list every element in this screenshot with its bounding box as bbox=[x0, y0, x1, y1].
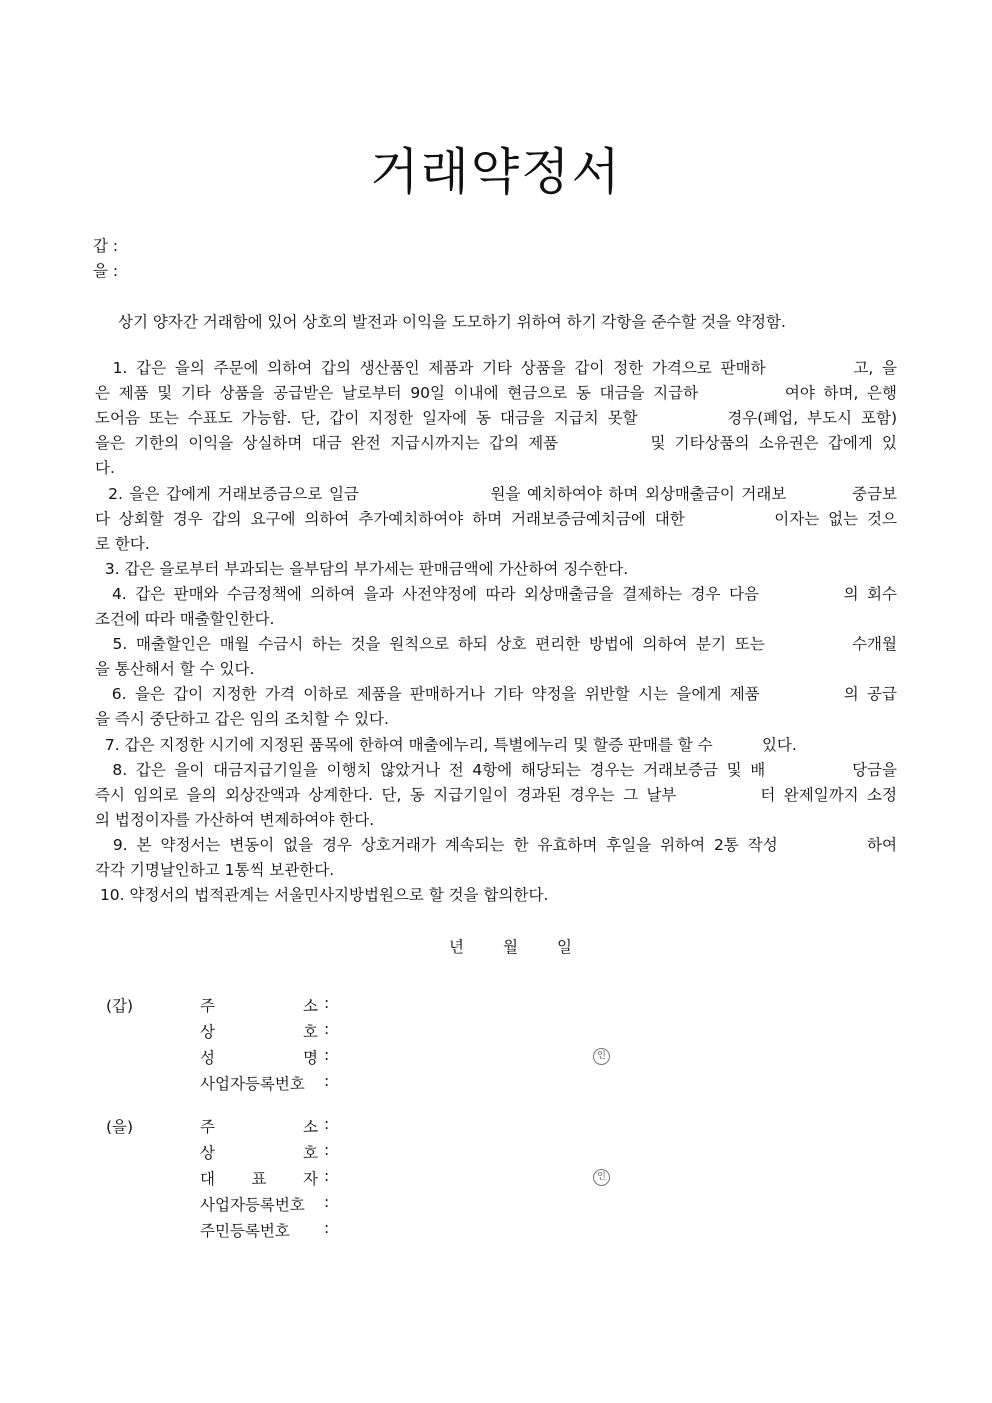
colon: : bbox=[324, 1167, 330, 1185]
clause-8-line: 의 법정이자를 가산하여 변제하여야 한다. bbox=[95, 810, 375, 829]
signature-field-label: 주 소 bbox=[200, 997, 318, 1015]
signature-field-label: 성 명 bbox=[200, 1049, 318, 1067]
intro-text: 상기 양자간 거래함에 있어 상호의 발전과 이익을 도모하기 위하여 하기 각항을 준수할 것을 약정함. bbox=[118, 313, 786, 331]
colon: : bbox=[324, 1141, 330, 1159]
clause-6-line: 6. 을은 갑이 지정한 가격 이하로 제품을 판매하거나 기타 약정을 위반할 시는 을에게 제품 의 공급 bbox=[95, 685, 898, 704]
signature-field-input[interactable] bbox=[340, 1115, 580, 1135]
signature-field-label: 대 표 자 bbox=[200, 1170, 318, 1188]
party-eul-label: 을 : bbox=[93, 262, 119, 280]
colon: : bbox=[324, 1020, 330, 1038]
clause-6-line: 을 즉시 중단하고 갑은 임의 조치할 수 있다. bbox=[95, 710, 389, 729]
clause-2-line: 로 한다. bbox=[95, 534, 150, 553]
clause-2-line: 2. 을은 갑에게 거래보증금으로 일금 원을 예치하여야 하며 외상매출금이 거래보 중금보 bbox=[95, 484, 898, 503]
signature-field-input[interactable] bbox=[340, 1072, 580, 1092]
clause-1-line: 은 제품 및 기타 상품을 공급받은 날로부터 90일 이내에 현금으로 동 대금을 지급하 여야 하며, 은행 bbox=[95, 384, 897, 403]
seal-mark-icon: 인 bbox=[593, 1048, 610, 1065]
colon: : bbox=[324, 994, 330, 1012]
clause-4-line: 조건에 따라 매출할인한다. bbox=[95, 610, 275, 628]
signature-field-input[interactable] bbox=[340, 1046, 580, 1066]
clause-3-line: 3. 갑은 을로부터 부과되는 을부담의 부가세는 판매금액에 가산하여 징수한다. bbox=[95, 559, 629, 578]
signature-field-input[interactable] bbox=[340, 1020, 580, 1040]
signature-field-input[interactable] bbox=[340, 1193, 580, 1213]
colon: : bbox=[324, 1219, 330, 1237]
clause-9-line: 9. 본 약정서는 변동이 없을 경우 상호거래가 계속되는 한 유효하며 후일을 위하여 2통 작성 하여 bbox=[95, 835, 897, 854]
signature-field-label: 사업자등록번호 bbox=[200, 1196, 305, 1214]
signature-field-label: 상 호 bbox=[200, 1144, 318, 1162]
party-gap-heading: (갑) bbox=[106, 997, 134, 1015]
signature-field-label: 사업자등록번호 bbox=[200, 1075, 305, 1093]
clause-2-line: 다 상회할 경우 갑의 요구에 의하여 추가예치하여야 하며 거래보증금예치금에 대한 이자는 없는 것으 bbox=[95, 509, 897, 528]
signature-field-input[interactable] bbox=[340, 1219, 580, 1239]
clause-4-line: 4. 갑은 판매와 수금정책에 의하여 을과 사전약정에 따라 외상매출금을 결제하는 경우 다음 의 회수 bbox=[95, 584, 897, 603]
signature-field-input[interactable] bbox=[340, 994, 580, 1014]
signature-field-input[interactable] bbox=[340, 1141, 580, 1161]
party-gap-label: 갑 : bbox=[93, 237, 119, 255]
signature-field-label: 상 호 bbox=[200, 1023, 318, 1041]
colon: : bbox=[324, 1046, 330, 1064]
clause-7-line: 7. 갑은 지정한 시기에 지정된 품목에 한하여 매출에누리, 특별에누리 및 할증 판매를 할 수 있다. bbox=[95, 735, 797, 754]
signature-field-label: 주 소 bbox=[200, 1118, 318, 1136]
clause-9-line: 각각 기명날인하고 1통씩 보관한다. bbox=[95, 861, 335, 879]
clause-1-line: 1. 갑은 을의 주문에 의하여 갑의 생산품인 제품과 기타 상품을 갑이 정한 가격으로 판매하 고, 을 bbox=[95, 359, 897, 377]
colon: : bbox=[324, 1193, 330, 1211]
clause-5-line: 5. 매출할인은 매월 수금시 하는 것을 원칙으로 하되 상호 편리한 방법에 의하여 분기 또는 수개월 bbox=[95, 635, 897, 654]
seal-mark-icon: 인 bbox=[593, 1169, 610, 1186]
date-year: 년 bbox=[449, 938, 464, 956]
date-month: 월 bbox=[503, 938, 518, 956]
clause-1-line: 을은 기한의 이익을 상실하며 대금 완전 지급시까지는 갑의 제품 및 기타상품의 소유권은 갑에게 있 bbox=[95, 434, 897, 453]
date-day: 일 bbox=[557, 938, 572, 956]
clause-1-line: 다. bbox=[95, 459, 115, 478]
colon: : bbox=[324, 1115, 330, 1133]
clause-1-line: 도어음 또는 수표도 가능함. 단, 갑이 지정한 일자에 동 대금을 지급치 못할 경우(폐업, 부도시 포함) bbox=[95, 409, 897, 428]
colon: : bbox=[324, 1072, 330, 1090]
document-title: 거래약정서 bbox=[370, 143, 622, 201]
signature-field-label: 주민등록번호 bbox=[200, 1222, 290, 1240]
party-eul-heading: (을) bbox=[106, 1118, 134, 1136]
clause-10-line: 10. 약정서의 법적관계는 서울민사지방법원으로 할 것을 합의한다. bbox=[95, 886, 549, 905]
clause-5-line: 을 통산해서 할 수 있다. bbox=[95, 660, 255, 679]
clause-8-line: 8. 갑은 을이 대금지급기일을 이행치 않았거나 전 4항에 해당되는 경우는 거래보증금 및 배 당금을 bbox=[95, 760, 897, 779]
signature-field-input[interactable] bbox=[340, 1167, 580, 1187]
clause-8-line: 즉시 임의로 을의 외상잔액과 상계한다. 단, 동 지급기일이 경과된 경우는 그 날부 터 완제일까지 소정 bbox=[95, 785, 897, 804]
